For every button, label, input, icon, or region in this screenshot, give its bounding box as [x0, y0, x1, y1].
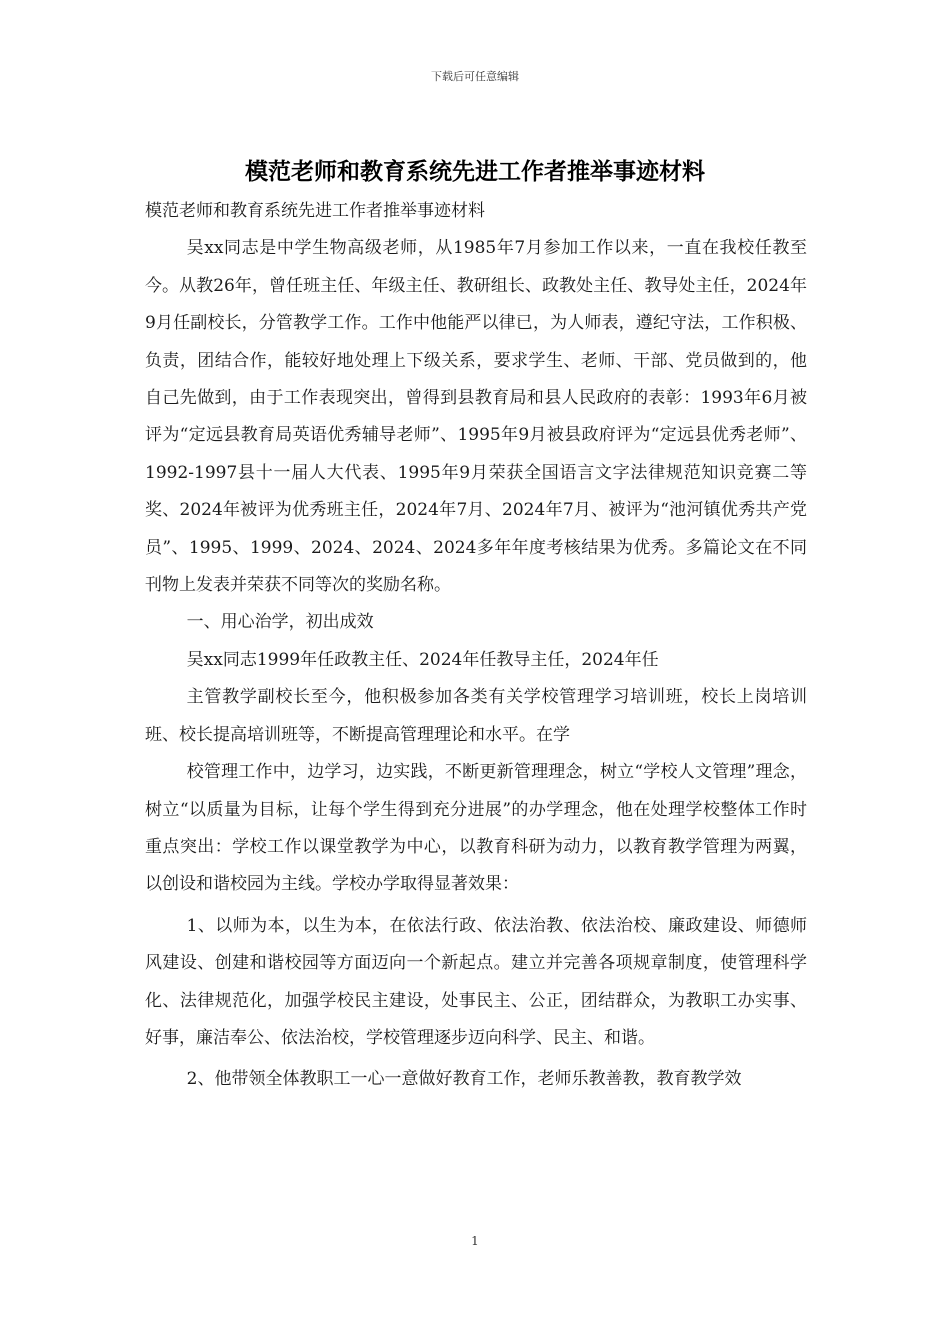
subtitle-line: 模范老师和教育系统先进工作者推举事迹材料 [145, 201, 485, 221]
paragraph-intro: 吴xx同志是中学生物高级老师，从1985年7月参加工作以来，一直在我校任教至今。从教26年，曾任班主任、年级主任、教研组长、政教处主任、教导处主任，2024年9月任副校长，分管教学工作。工作中他能严以律已，为人师表，遵纪守法，工作积极、负责，团结合作，能较好地处理上下级关系，要求学生、老师、干部、党员做到的，他自己先做到，由于工作表现突出，曾得到县教育局和县人民政府的表彰：1993年6月被评为“定远县教育局英语优秀辅导老师”、1995年9月被县政府评为“定远县优秀老师”、1992-1997县十一届人大代表、1995年9月荣获全国语言文字法律规范知识竞赛二等奖、2024年被评为优秀班主任，2024年7月、2024年7月、被评为“池河镇优秀共产党员”、1995、1999、2024、2024、2024多年年度考核结果为优秀。多篇论文在不同刊物上发表并荣获不同等次的奖励名称。 [145, 238, 807, 596]
paragraph: 吴xx同志1999年任政教主任、2024年任教导主任，2024年任 [186, 649, 659, 670]
page-number: 1 [471, 1234, 479, 1248]
list-item: 2、他带领全体教职工一心一意做好教育工作，老师乐教善教，教育教学效 [186, 1069, 742, 1090]
list-item: 1、以师为本，以生为本，在依法行政、依法治教、依法治校、廉政建设、师德师风建设、创建和谐校园等方面迈向一个新起点。建立并完善各项规章制度，使管理科学化、法律规范化，加强学校民主建设，处事民主、公正，团结群众，为教职工办实事、好事，廉洁奉公、依法治校，学校管理逐步迈向科学、民主、和谐。 [145, 915, 807, 1048]
paragraph: 校管理工作中，边学习，边实践，不断更新管理理念，树立“学校人文管理”理念，树立“以质量为目标，让每个学生得到充分进展”的办学理念，他在处理学校整体工作时重点突出：学校工作以课堂教学为中心，以教育科研为动力，以教育教学管理为两翼，以创设和谐校园为主线。学校办学取得显著效果： [145, 762, 807, 895]
section-heading: 一、用心治学，初出成效 [186, 612, 374, 633]
header-note: 下载后可任意编辑 [431, 70, 519, 83]
document-body [145, 193, 807, 1099]
paragraph: 主管教学副校长至今，他积极参加各类有关学校管理学习培训班，校长上岗培训班、校长提高培训班等，不断提高管理理论和水平。在学 [145, 687, 807, 745]
document-title: 模范老师和教育系统先进工作者推举事迹材料 [245, 158, 705, 185]
